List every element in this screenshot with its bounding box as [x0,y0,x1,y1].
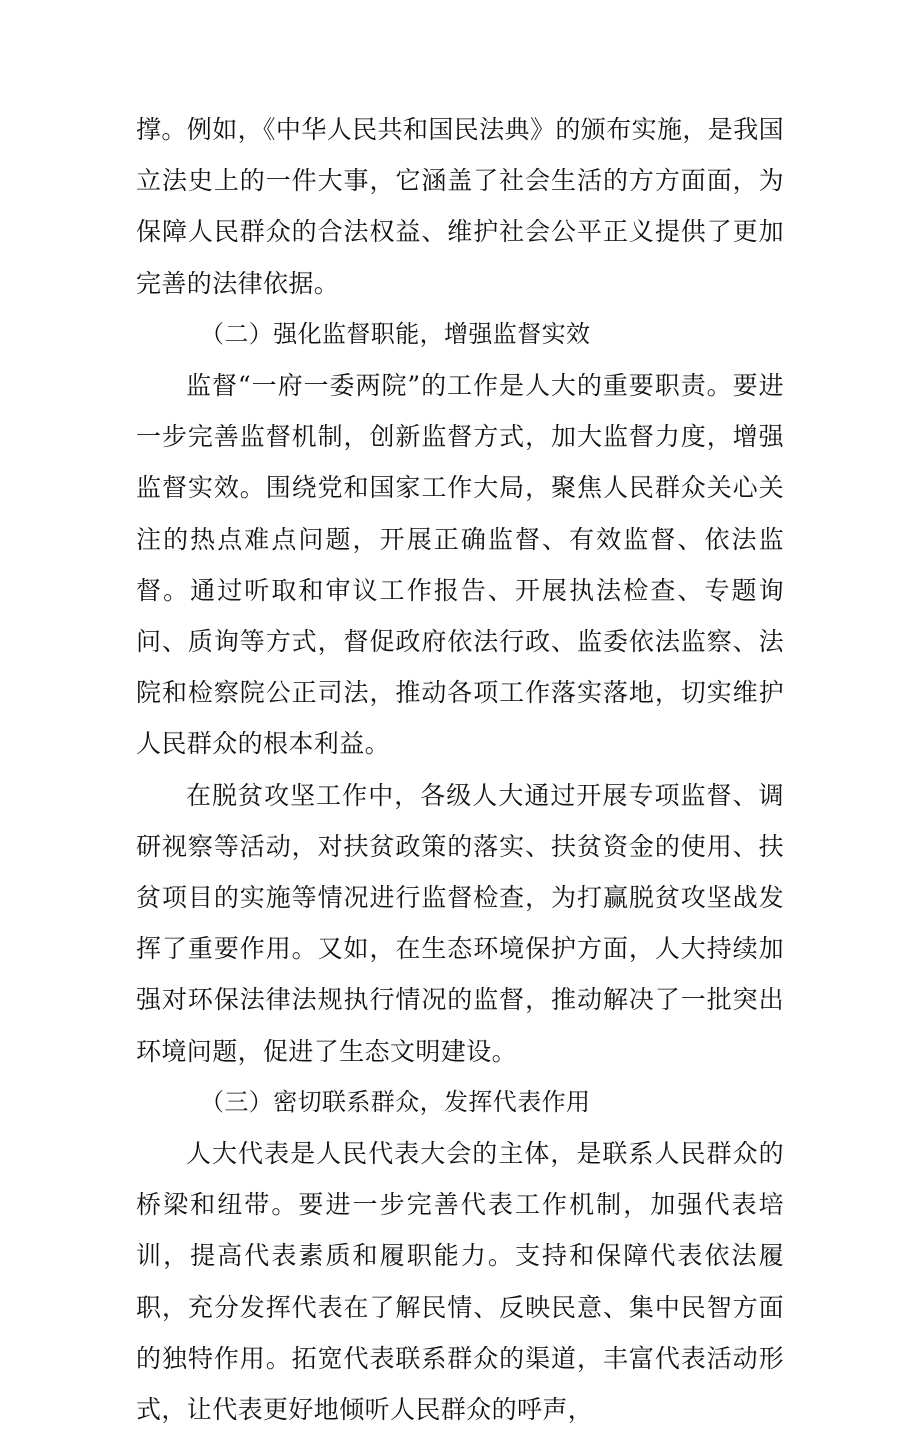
paragraph-continuation: 撑。例如，《中华人民共和国民法典》的颁布实施，是我国立法史上的一件大事，它涵盖了社会生活的方方面面，为保障人民群众的合法权益、维护社会公平正义提供了更加完善的法律依据。 [136,115,784,298]
paragraph-poverty-alleviation: 在脱贫攻坚工作中，各级人大通过开展专项监督、调研视察等活动，对扶贫政策的落实、扶贫资金的使用、扶贫项目的实施等情况进行监督检查，为打赢脱贫攻坚战发挥了重要作用。又如，在生态环境保护方面，人大持续加强对环保法律法规执行情况的监督，推动解决了一批突出环境问题，促进了生态文明建设。 [136,780,784,1066]
paragraph-supervision: 监督“一府一委两院”的工作是人大的重要职责。要进一步完善监督机制，创新监督方式，加大监督力度，增强监督实效。围绕党和国家工作大局，聚焦人民群众关心关注的热点难点问题，开展正确监督、有效监督、依法监督。通过听取和审议工作报告、开展执法检查、专题询问、质询等方式，督促政府依法行政、监委依法监察、法院和检察院公正司法，推动各项工作落实落地，切实维护人民群众的根本利益。 [136,371,784,759]
paragraph-deputies: 人大代表是人民代表大会的主体，是联系人民群众的桥梁和纽带。要进一步完善代表工作机制，加强代表培训，提高代表素质和履职能力。支持和保障代表依法履职，充分发挥代表在了解民情、反映民意、集中民智方面的独特作用。拓宽代表联系群众的渠道，丰富代表活动形式，让代表更好地倾听人民群众的呼声， [136,1139,784,1425]
document-page [136,104,784,1435]
section-heading-2: （二）强化监督职能，增强监督实效 [200,319,591,348]
section-heading-3: （三）密切联系群众，发挥代表作用 [200,1087,591,1116]
